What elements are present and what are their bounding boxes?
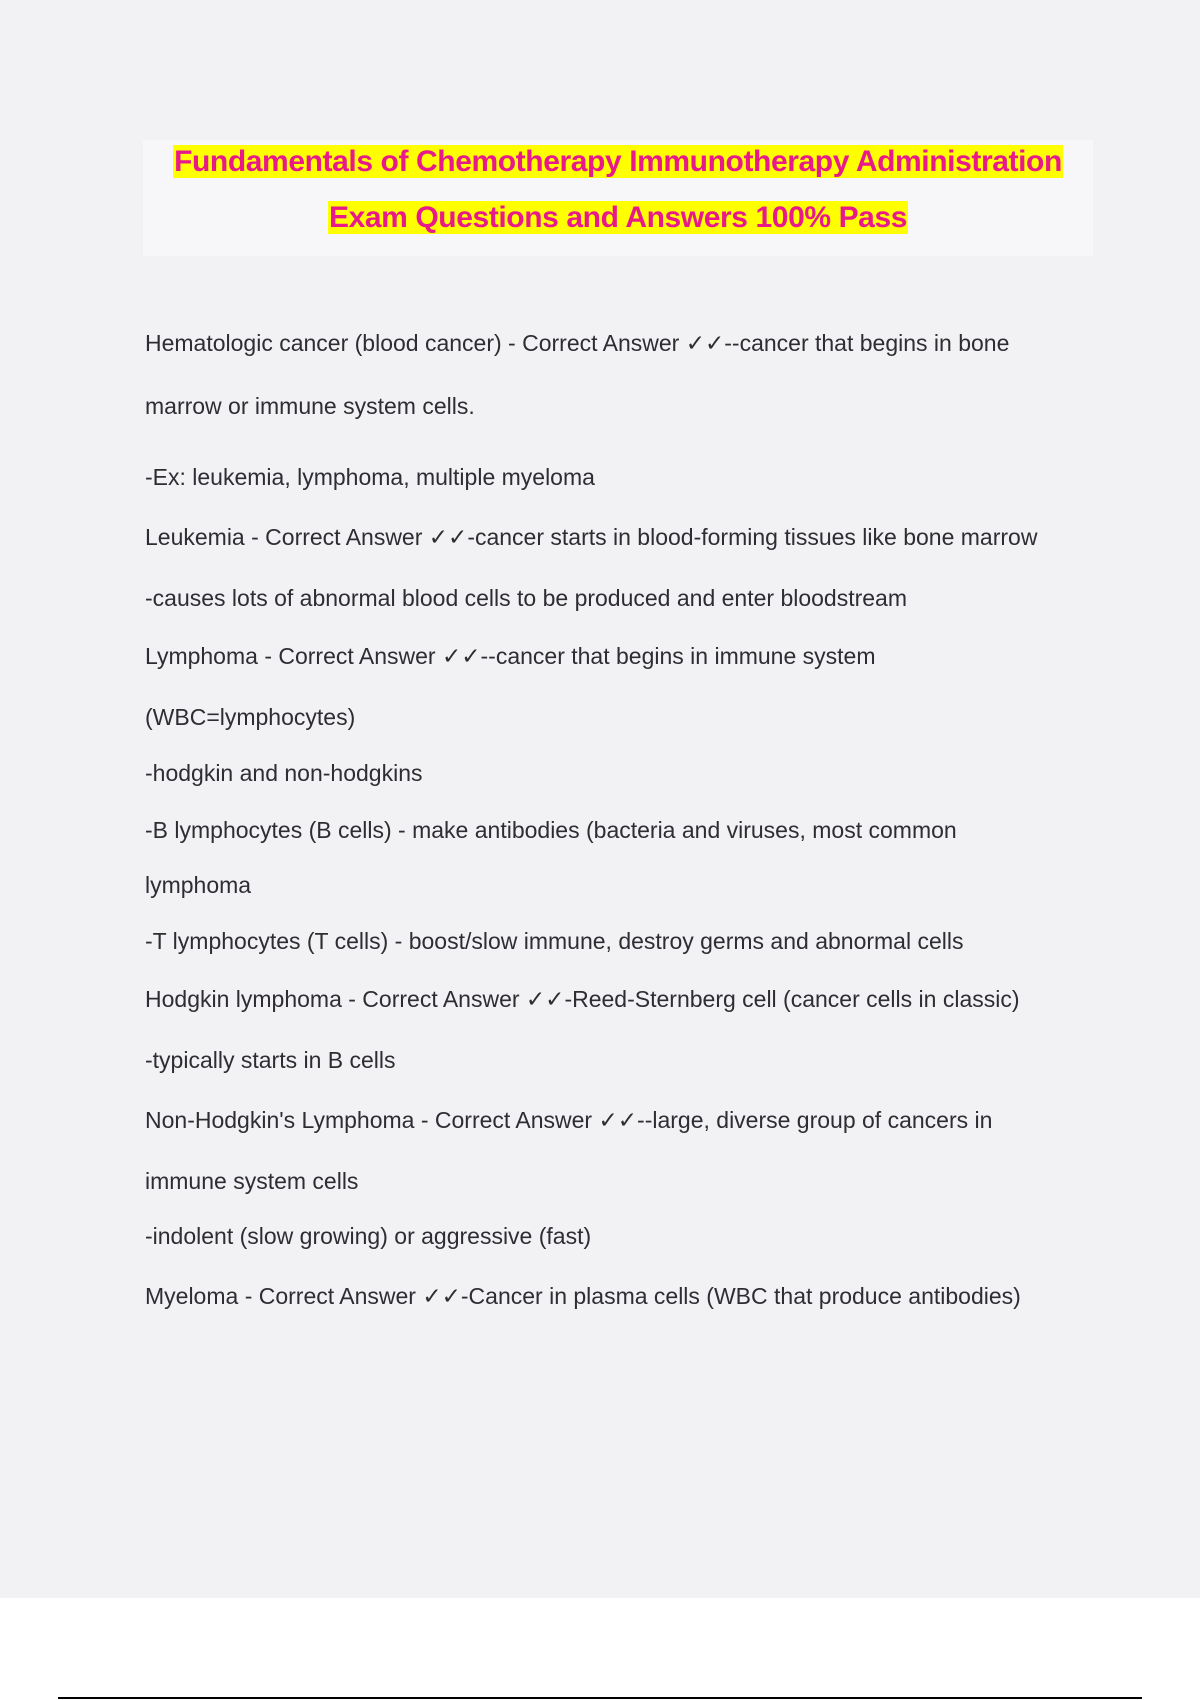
text-line: Hematologic cancer (blood cancer) - Correct Answer ✓✓--cancer that begins in bone	[145, 330, 1010, 356]
text-line: -indolent (slow growing) or aggressive (fast)	[145, 1223, 592, 1249]
title-highlight-1: Fundamentals of Chemotherapy Immunotherapy Administration	[174, 145, 1062, 178]
text-line: Leukemia - Correct Answer ✓✓-cancer starts in blood-forming tissues like bone marrow	[145, 524, 1038, 550]
text-line: (WBC=lymphocytes)	[145, 704, 356, 730]
text-line: -causes lots of abnormal blood cells to be produced and enter bloodstream	[145, 585, 908, 611]
text-line: -B lymphocytes (B cells) - make antibodies (bacteria and viruses, most common	[145, 817, 957, 843]
text-line: marrow or immune system cells.	[145, 393, 475, 419]
title-block	[143, 140, 1093, 256]
text-line: Myeloma - Correct Answer ✓✓-Cancer in plasma cells (WBC that produce antibodies)	[145, 1283, 1021, 1309]
text-line: -Ex: leukemia, lymphoma, multiple myeloma	[145, 464, 595, 490]
title-highlight-2: Exam Questions and Answers 100% Pass	[328, 201, 908, 234]
text-line: Lymphoma - Correct Answer ✓✓--cancer that begins in immune system	[145, 643, 876, 669]
text-line: -typically starts in B cells	[145, 1047, 396, 1073]
text-line: lymphoma	[145, 872, 252, 898]
text-line: Non-Hodgkin's Lymphoma - Correct Answer ✓✓--large, diverse group of cancers in	[145, 1107, 993, 1133]
footer-rule	[58, 1697, 1142, 1699]
text-line: Hodgkin lymphoma - Correct Answer ✓✓-Reed-Sternberg cell (cancer cells in classic)	[145, 986, 1020, 1012]
text-line: -T lymphocytes (T cells) - boost/slow immune, destroy germs and abnormal cells	[145, 928, 964, 954]
document-title-line-2	[143, 200, 1093, 236]
text-line: -hodgkin and non-hodgkins	[145, 760, 423, 786]
text-line: immune system cells	[145, 1168, 359, 1194]
document-title-line-1	[143, 144, 1093, 180]
